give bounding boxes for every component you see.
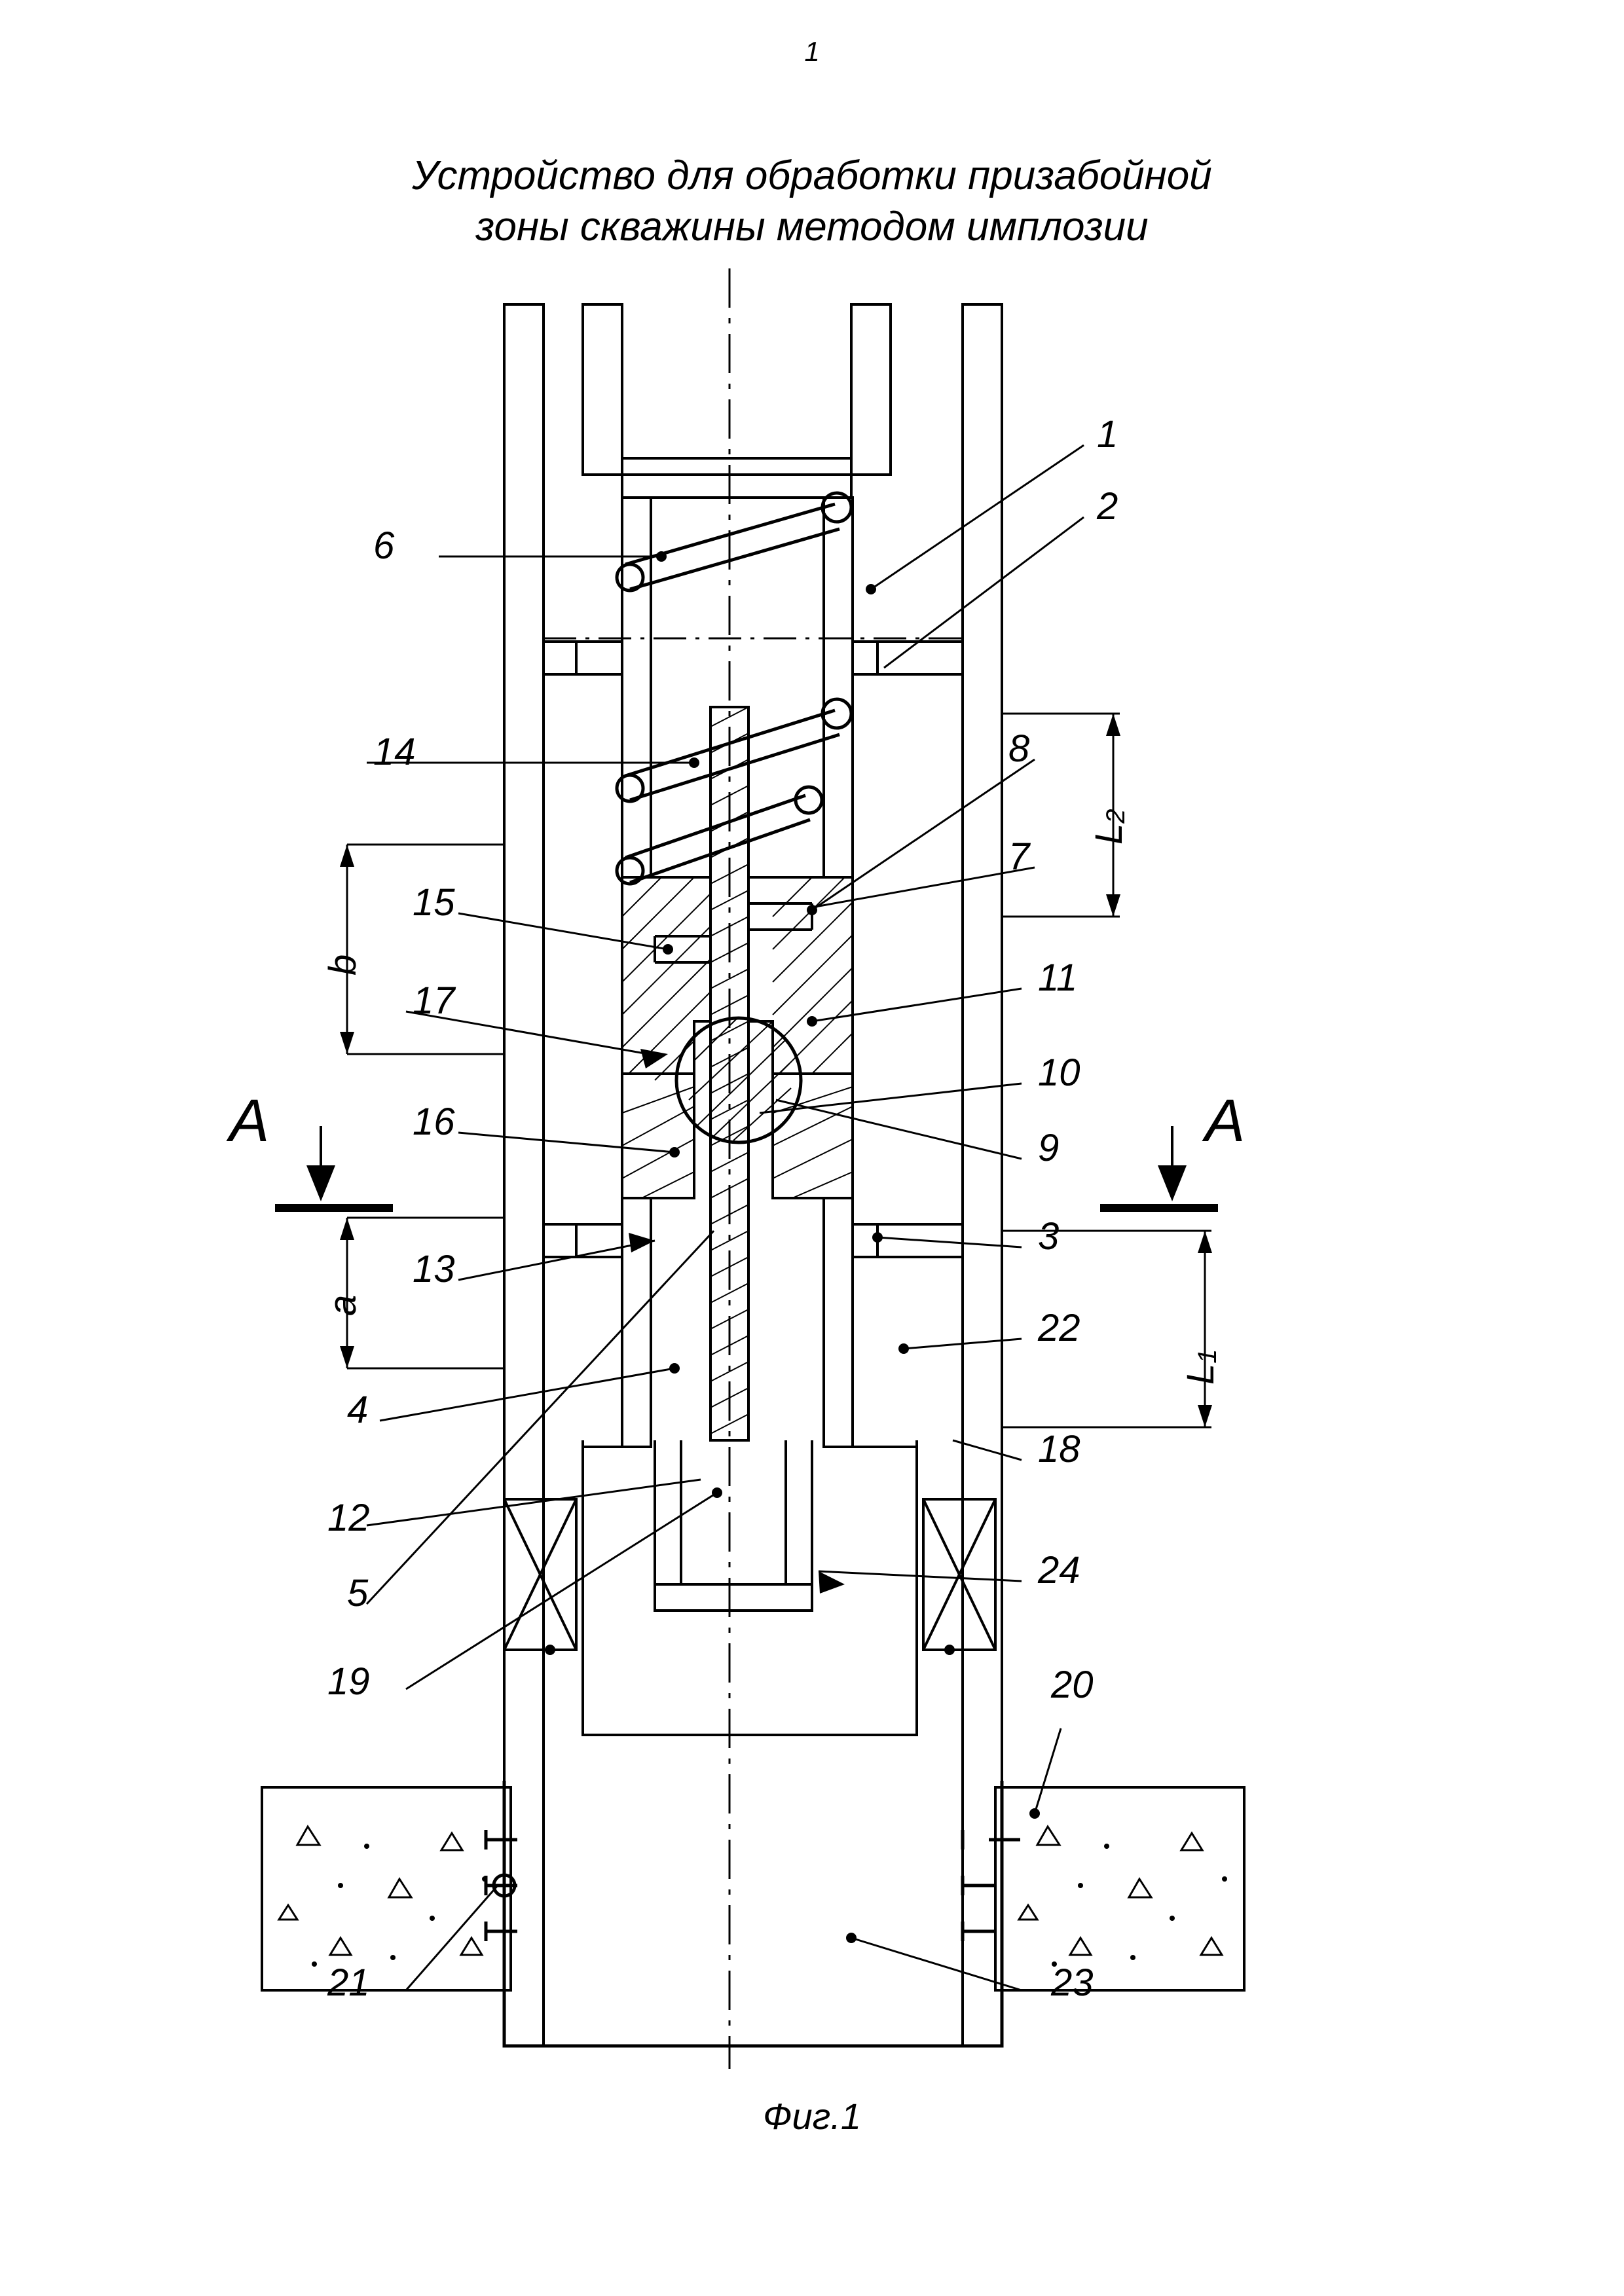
callout-18: 18 <box>1038 1428 1080 1470</box>
page-title-line1: Устройство для обработки призабойной <box>412 153 1212 198</box>
callout-12: 12 <box>327 1497 370 1539</box>
section-mark-left: A <box>229 1087 270 1154</box>
callout-7: 7 <box>1008 835 1030 878</box>
callout-5: 5 <box>347 1572 369 1614</box>
callout-9: 9 <box>1038 1127 1060 1169</box>
callout-6: 6 <box>373 524 395 567</box>
callout-10: 10 <box>1038 1051 1080 1094</box>
dimension-L1-sub: 1 <box>1193 1349 1223 1364</box>
callout-14: 14 <box>373 731 416 773</box>
callout-1: 1 <box>1097 413 1118 456</box>
callout-16: 16 <box>413 1101 455 1143</box>
dimension-L2-sub: 2 <box>1101 809 1131 824</box>
callout-2: 2 <box>1097 485 1118 528</box>
callout-23: 23 <box>1051 1961 1094 2004</box>
callout-13: 13 <box>413 1248 455 1290</box>
dimension-L2-label: L <box>1088 823 1130 845</box>
callout-19: 19 <box>327 1660 370 1703</box>
page-title-line2: зоны скважины методом имплозии <box>475 204 1149 249</box>
dimension-b-label: b <box>322 954 364 975</box>
page-number: 1 <box>804 36 820 67</box>
callout-11: 11 <box>1038 957 1078 999</box>
callout-24: 24 <box>1038 1549 1080 1592</box>
callout-21: 21 <box>327 1961 370 2004</box>
section-mark-right: A <box>1205 1087 1246 1154</box>
figure-caption: Фиг.1 <box>763 2096 861 2137</box>
callout-15: 15 <box>413 881 455 924</box>
callout-3: 3 <box>1038 1215 1060 1258</box>
callout-4: 4 <box>347 1389 369 1431</box>
callout-20: 20 <box>1051 1664 1094 1706</box>
callout-17: 17 <box>413 979 455 1022</box>
callout-8: 8 <box>1008 727 1030 770</box>
dimension-L1-label: L <box>1179 1363 1222 1385</box>
callout-22: 22 <box>1038 1307 1080 1349</box>
dimension-a-label: a <box>322 1294 364 1316</box>
